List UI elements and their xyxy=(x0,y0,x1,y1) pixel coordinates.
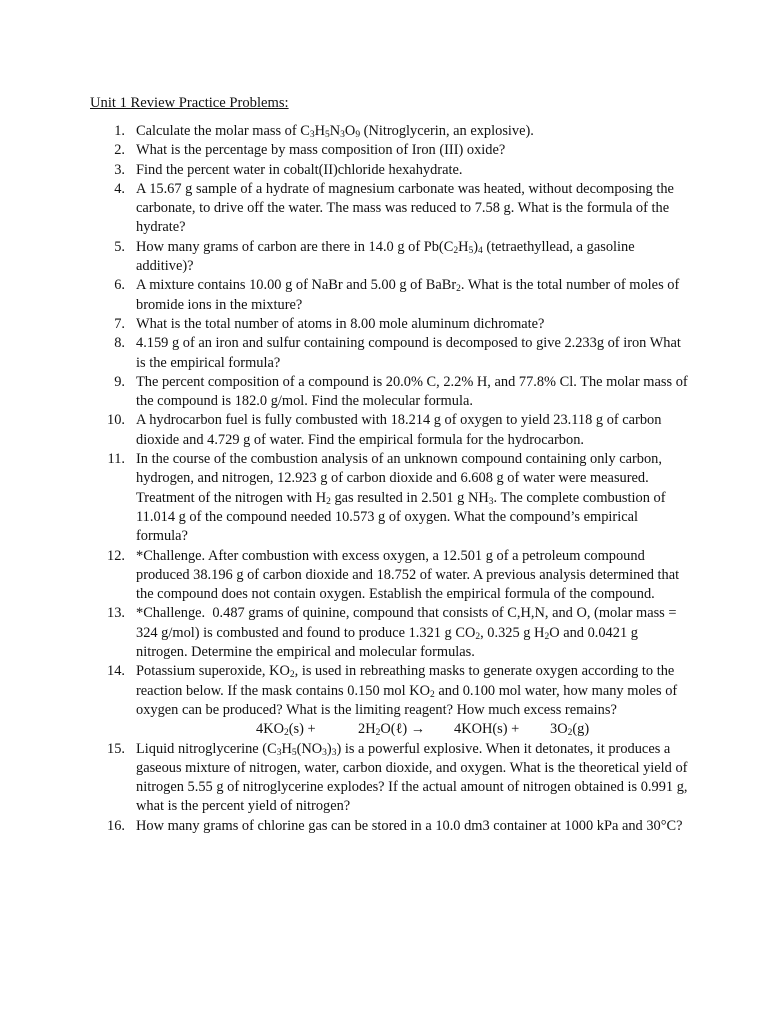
problem-text: A hydrocarbon fuel is fully combusted with 18.214 g of oxygen to yield 23.118 g of carbon dioxide and 4.729 g of water. Find the empirical formula for the hydrocarbon. xyxy=(136,412,662,448)
problem-number: 3. xyxy=(114,161,125,178)
problem-text: A mixture contains 10.00 g of NaBr and 5.00 g of BaBr$_2$. What is the total number of moles of bromide ions in the mixture? xyxy=(136,277,680,313)
problem-2 xyxy=(90,141,690,160)
problem-text: *Challenge. After combustion with excess oxygen, a 12.501 g of a petroleum compound produced 38.196 g of carbon dioxide and 18.752 of water. A previous analysis determined that the compound does not contain oxygen. Establish the empirical formula of the compound. xyxy=(136,547,680,603)
problem-number: 7. xyxy=(114,315,125,332)
problem-number: 13. xyxy=(107,605,125,622)
problem-number: 12. xyxy=(107,547,125,564)
problem-text: Liquid nitroglycerine $(C_3H_5(NO_3)_3)$ is a powerful explosive. When it detonates, it produces a gaseous mixture of nitrogen, water, carbon dioxide, and oxygen. What is the theoretical yield of nitrogen 5.55 g of nitroglycerine explodes? If the actual amount of nitrogen obtained is 0.991 g, what is the percent yield of nitrogen? xyxy=(136,740,688,815)
problem-text: The percent composition of a compound is 20.0% C, 2.2% H, and 77.8% Cl. The molar mass of the compound is 182.0 g/mol. Find the molecular formula. xyxy=(136,373,688,410)
problem-number: 11. xyxy=(107,451,125,468)
problem-text: What is the percentage by mass composition of Iron (III) oxide? xyxy=(136,142,506,159)
problem-8 xyxy=(90,334,690,373)
problem-number: 15. xyxy=(107,740,125,757)
problem-text: In the course of the combustion analysis of an unknown compound containing only carbon, hydrogen, and nitrogen, 12.923 g of carbon dioxide and 6.608 g of water were measured. Treatment of the nitrogen with $H_2$ gas resulted in 2.501 g $NH_3$. The complete combustion of 11.014 g of the compound needed 10.573 g of oxygen. What the compound’s empirical formula? xyxy=(136,451,666,545)
equation-term: $2H_2O(\ell)$ → xyxy=(358,721,426,739)
reaction-equation xyxy=(90,720,690,739)
problem-10 xyxy=(90,411,690,450)
problem-text: A 15.67 g sample of a hydrate of magnesium carbonate was heated, without decomposing the carbonate, to drive off the water. The mass was reduced to 7.58 g. What is the formula of the hydrate? xyxy=(136,180,674,236)
problem-7 xyxy=(90,315,690,334)
problem-16 xyxy=(90,817,690,836)
problem-text: How many grams of carbon are there in 14.0 g of $Pb(C_2H_5)_4$ (tetraethyllead, a gasoline additive)? xyxy=(136,238,635,275)
problem-1 xyxy=(90,122,690,141)
problem-number: 16. xyxy=(107,817,125,834)
problem-text: *Challenge. 0.487 grams of quinine, compound that consists of C,H,N, and O, (molar mass = 324 g/mol) is combusted and found to produce 1.321 g $CO_2$, 0.325 g $H_2O$ and 0.0421 g nitrogen. Determine the empirical and molecular formulas. xyxy=(136,605,677,661)
problem-4 xyxy=(90,180,690,238)
problem-number: 2. xyxy=(114,142,125,159)
problem-number: 5. xyxy=(114,238,125,255)
problem-9 xyxy=(90,373,690,412)
problem-number: 9. xyxy=(114,373,125,390)
problem-text: How many grams of chlorine gas can be stored in a 10.0 dm3 container at 1000 kPa and 30°C? xyxy=(136,817,683,834)
problem-5 xyxy=(90,238,690,277)
problem-12 xyxy=(90,547,690,605)
problem-text: What is the total number of atoms in 8.00 mole aluminum dichromate? xyxy=(136,315,545,332)
problem-14 xyxy=(90,662,690,720)
problem-15 xyxy=(90,740,690,817)
problem-3 xyxy=(90,161,690,180)
problem-number: 1. xyxy=(114,123,125,139)
problem-11 xyxy=(90,450,690,546)
equation-term: $3O_2(g)$ xyxy=(550,721,590,739)
document-page xyxy=(90,94,690,836)
problem-13 xyxy=(90,604,690,662)
equation-term: $4KO_2(s)$ + xyxy=(256,721,316,739)
problem-number: 6. xyxy=(114,277,125,294)
problem-text: Find the percent water in cobalt(II)chloride hexahydrate. xyxy=(136,161,463,178)
problem-number: 4. xyxy=(114,180,125,197)
problem-list xyxy=(90,122,690,836)
problem-number: 8. xyxy=(114,335,125,352)
problem-number: 14. xyxy=(107,663,125,680)
problem-number: 10. xyxy=(107,412,125,429)
problem-text: Calculate the molar mass of $C_3H_5N_3O_9$ (Nitroglycerin, an explosive). xyxy=(136,123,534,140)
problem-6 xyxy=(90,276,690,315)
problem-text: Potassium superoxide, $KO_2$, is used in rebreathing masks to generate oxygen according to the reaction below. If the mask contains 0.150 mol $KO_2$ and 0.100 mol water, how many moles of oxygen can be produced? What is the limiting reagent? How much excess remains? xyxy=(136,663,678,718)
problem-text: 4.159 g of an iron and sulfur containing compound is decomposed to give 2.233g of iron What is the empirical formula? xyxy=(136,335,681,371)
page-title: Unit 1 Review Practice Problems: xyxy=(90,95,289,111)
equation-term: 4KOH(s) + xyxy=(454,721,520,738)
